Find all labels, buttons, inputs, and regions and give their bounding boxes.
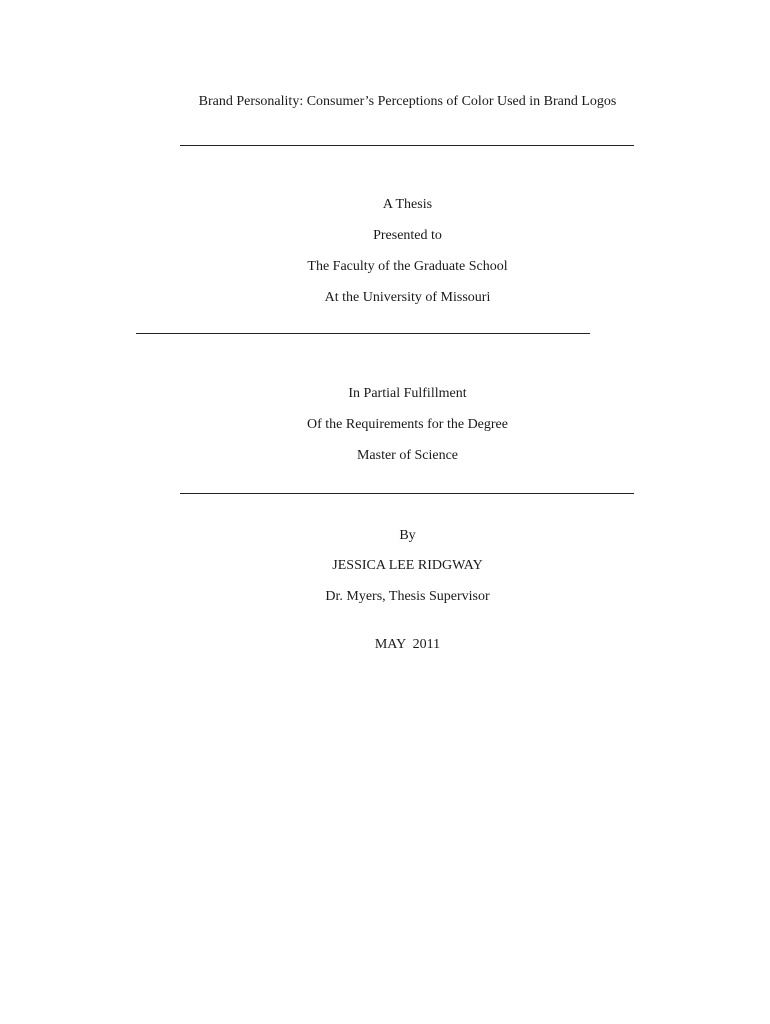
author-name: JESSICA LEE RIDGWAY: [332, 558, 483, 573]
presented-to-line: Presented to: [373, 228, 442, 243]
date-line: MAY 2011: [374, 637, 441, 652]
degree-name: Master of Science: [356, 448, 459, 463]
by-label: By: [399, 528, 416, 543]
divider-rule-3: [180, 493, 634, 494]
supervisor-line: Dr. Myers, Thesis Supervisor: [325, 589, 490, 604]
thesis-label: A Thesis: [382, 197, 433, 212]
requirements-line: Of the Requirements for the Degree: [307, 417, 508, 432]
thesis-title: Brand Personality: Consumer’s Perceptions of Color Used in Brand Logos: [198, 94, 617, 109]
divider-rule-2: [136, 333, 590, 334]
faculty-line: The Faculty of the Graduate School: [307, 259, 508, 274]
university-line: At the University of Missouri: [324, 290, 491, 305]
divider-rule-1: [180, 145, 634, 146]
partial-fulfillment-line: In Partial Fulfillment: [348, 386, 467, 401]
